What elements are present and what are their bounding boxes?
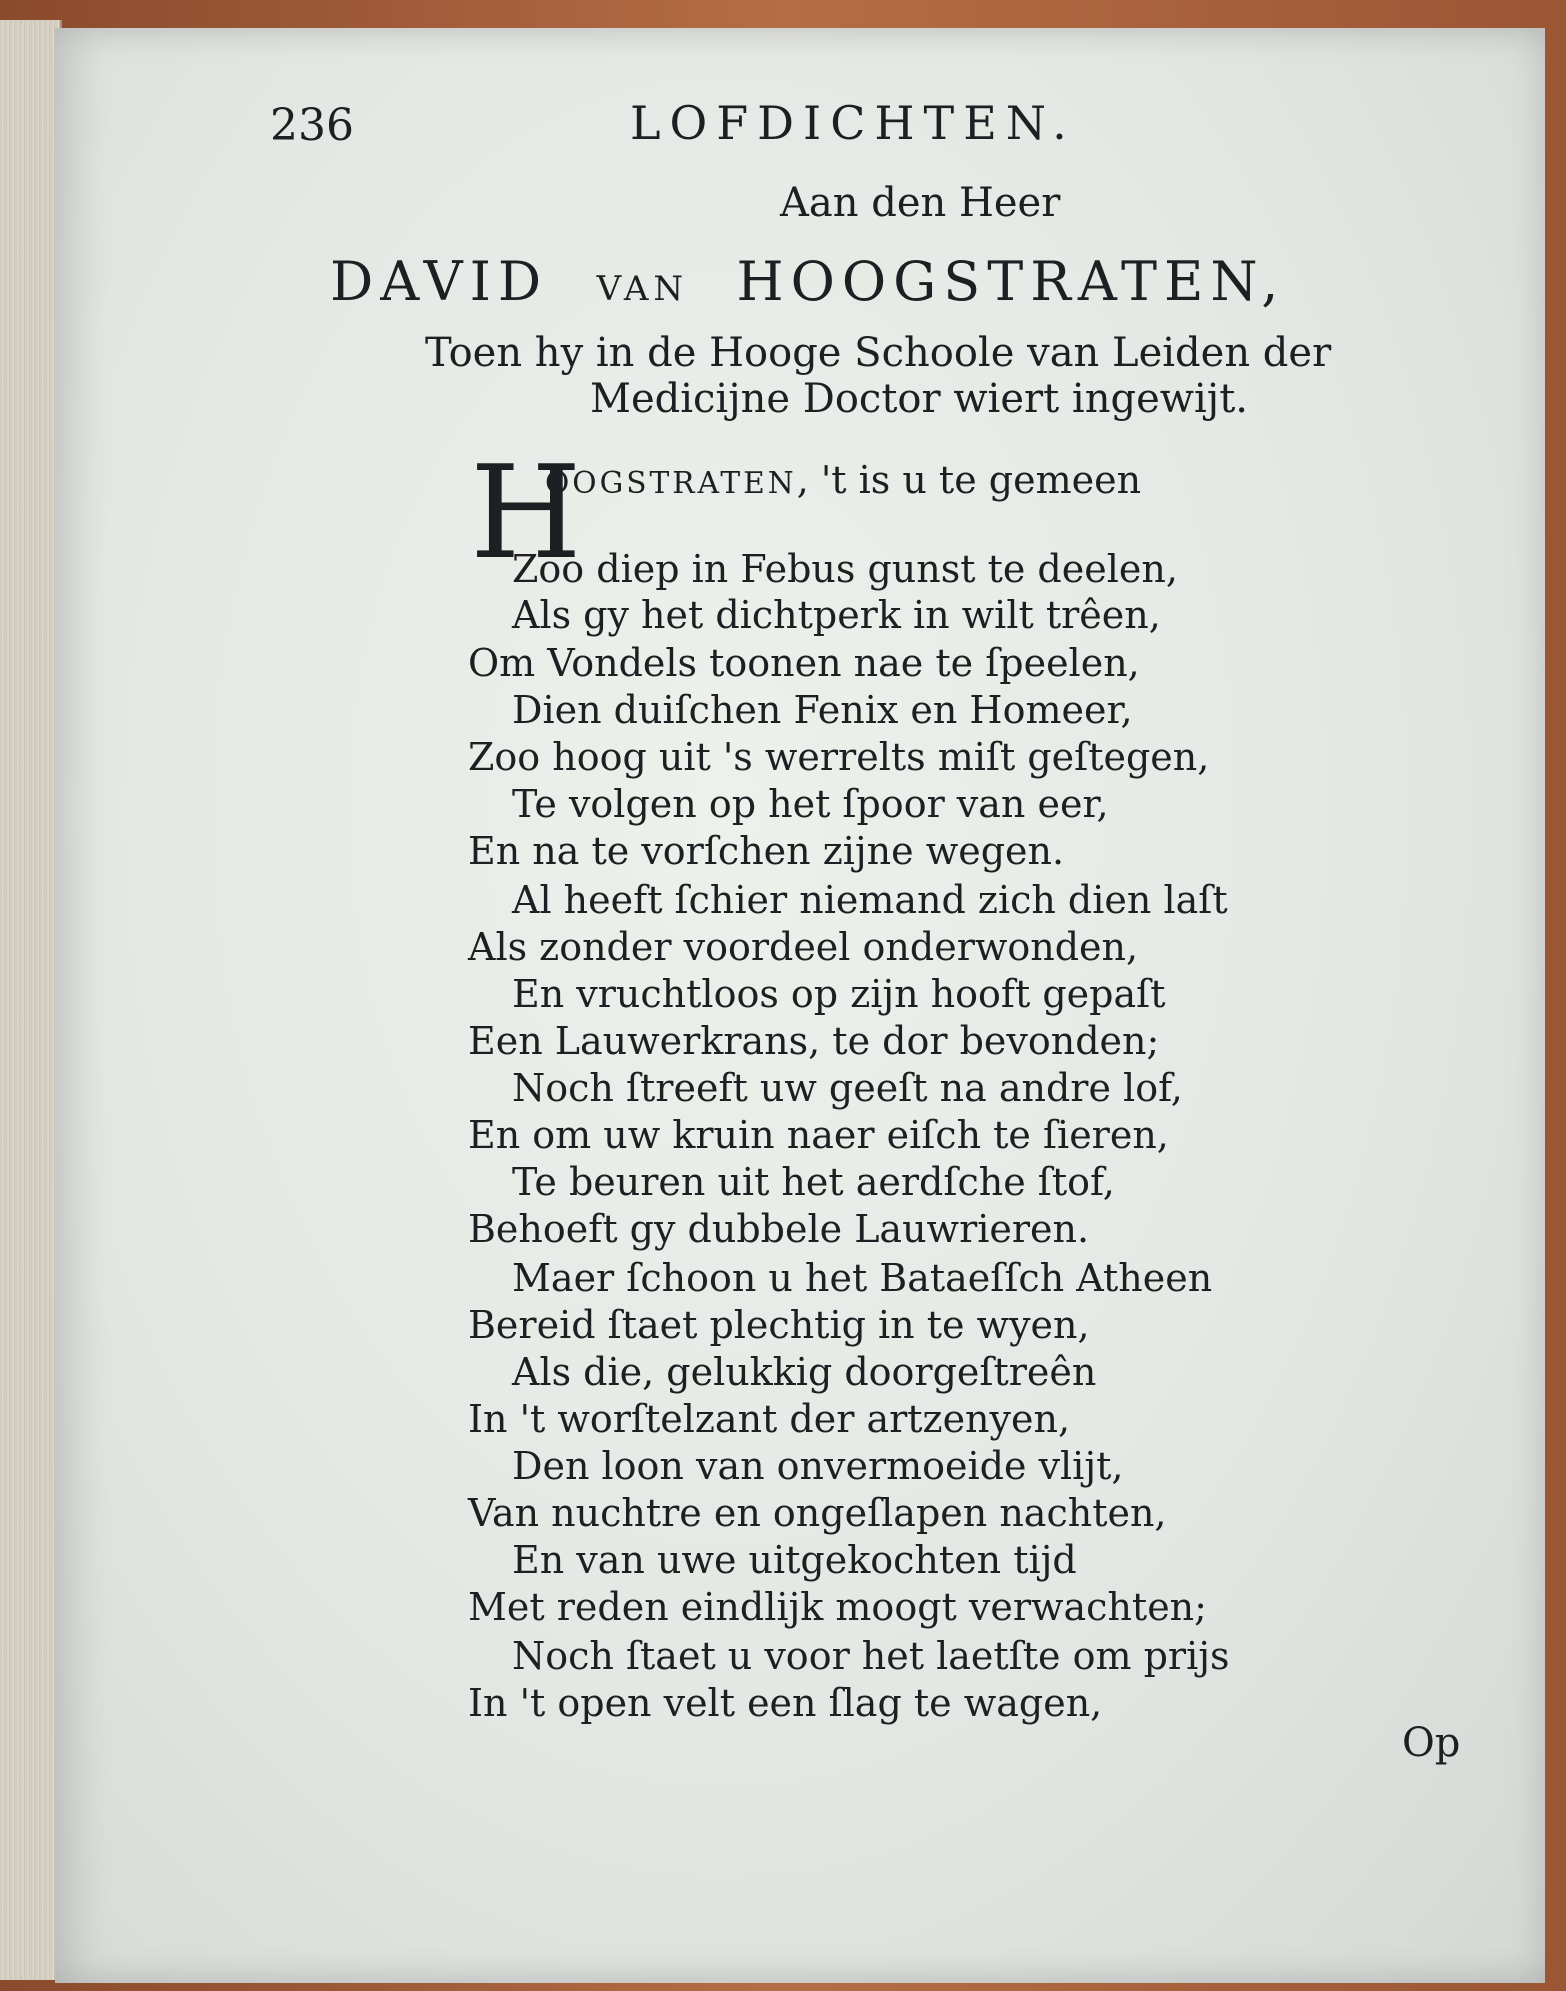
poem-line: Te volgen op het ſpoor van eer, [512, 782, 1109, 826]
poem-line: Als gy het dichtperk in wilt trêen, [512, 593, 1161, 637]
poem-line: Een Lauwerkrans, te dor bevonden; [468, 1019, 1160, 1063]
heading-name-first: DAVID [330, 250, 549, 313]
book-page-edges [0, 20, 62, 1980]
poem-first-line-rest: , 't is u te gemeen [796, 458, 1142, 502]
poem-line: Maer ſchoon u het Bataeſſch Atheen [512, 1256, 1213, 1300]
poem-line: In 't open velt een ſlag te wagen, [468, 1681, 1103, 1725]
poem-line: En van uwe uitgekochten tijd [512, 1538, 1077, 1582]
poem-line: Bereid ſtaet plechtig in te wyen, [468, 1303, 1090, 1347]
poem-line: Dien duiſchen Fenix en Homeer, [512, 688, 1133, 732]
poem-first-line [545, 458, 1141, 502]
drop-cap: H [470, 439, 582, 588]
poem-line: Noch ſtreeft uw geeſt na andre lof, [512, 1066, 1183, 1110]
page-number: 236 [270, 100, 354, 151]
catchword: Op [1402, 1720, 1461, 1766]
poem-line: Al heeft ſchier niemand zich dien laſt [512, 878, 1228, 922]
subtitle-line-1: Toen hy in de Hooge Schoole van Leiden der [425, 330, 1332, 376]
running-head: LOFDICHTEN. [630, 96, 1076, 150]
poem-line: Als die, gelukkig doorgeſtreên [512, 1350, 1097, 1394]
poem-line: Als zonder voordeel onderwonden, [468, 925, 1139, 969]
poem-line: In 't worſtelzant der artzenyen, [468, 1397, 1071, 1441]
poem-line: Met reden eindlijk moogt verwachten; [468, 1585, 1207, 1629]
poem-line: En om uw kruin naer eiſch te ſieren, [468, 1113, 1169, 1157]
heading-dedication: Aan den Heer [780, 180, 1061, 226]
poem-line: Noch ſtaet u voor het laetſte om prijs [512, 1634, 1230, 1678]
heading-name-particle: VAN [596, 269, 689, 309]
poem-line: En vruchtloos op zijn hooft gepaſt [512, 972, 1166, 1016]
poem-first-word: OOGSTRATEN [545, 465, 797, 500]
heading-name-last: HOOGSTRATEN, [736, 250, 1286, 313]
poem-line: Om Vondels toonen nae te ſpeelen, [468, 641, 1140, 685]
poem-line: En na te vorſchen zijne wegen. [468, 829, 1065, 873]
poem-line: Zoo diep in Febus gunst te deelen, [512, 547, 1178, 591]
poem-line: Behoeft gy dubbele Lauwrieren. [468, 1207, 1090, 1251]
subtitle-line-2: Medicijne Doctor wiert ingewijt. [590, 376, 1248, 422]
poem-line: Den loon van onvermoeide vlijt, [512, 1444, 1124, 1488]
poem-line: Zoo hoog uit 's werrelts miſt geſtegen, [468, 735, 1210, 779]
poem-line: Van nuchtre en ongeſlapen nachten, [468, 1491, 1167, 1535]
poem-line: Te beuren uit het aerdſche ſtof, [512, 1160, 1115, 1204]
heading-name [330, 250, 1285, 313]
